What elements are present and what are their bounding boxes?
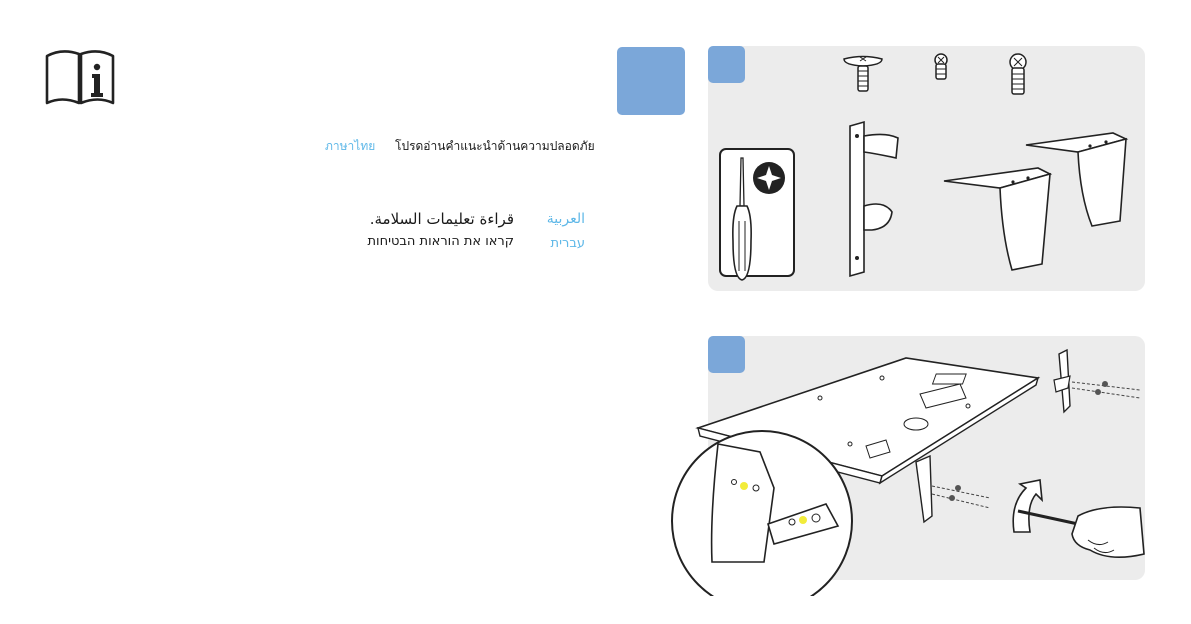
large-screw-icon bbox=[844, 57, 882, 92]
components-illustration bbox=[708, 46, 1145, 291]
safety-text-arabic: قراءة تعليمات السلامة. bbox=[369, 210, 514, 228]
stand-foot-attached bbox=[916, 456, 990, 522]
phillips-screwdriver-icon bbox=[720, 149, 794, 280]
hand-screwdriver-icon bbox=[1018, 507, 1144, 557]
step-indicator-large bbox=[617, 47, 685, 115]
safety-text-hebrew: קראו את הוראות הבטיחות bbox=[367, 234, 514, 249]
safety-text-thai: โปรดอ่านคำแนะนำด้านความปลอดภัย bbox=[395, 139, 595, 153]
assembly-illustration bbox=[670, 336, 1150, 596]
manual-info-icon bbox=[44, 46, 116, 106]
rotate-arrow-icon bbox=[1013, 480, 1042, 532]
medium-screw-icon bbox=[1010, 54, 1026, 94]
components-panel bbox=[708, 46, 1145, 291]
stand-foot-left-icon bbox=[944, 168, 1050, 270]
language-name-arabic: العربية bbox=[546, 211, 585, 227]
language-name-thai: ภาษาไทย bbox=[325, 139, 376, 153]
stand-foot-floating bbox=[1054, 350, 1140, 412]
mounting-bracket-icon bbox=[850, 122, 898, 276]
small-screw-icon bbox=[935, 54, 947, 79]
detail-magnifier bbox=[672, 431, 852, 596]
language-name-hebrew: עברית bbox=[550, 236, 585, 251]
